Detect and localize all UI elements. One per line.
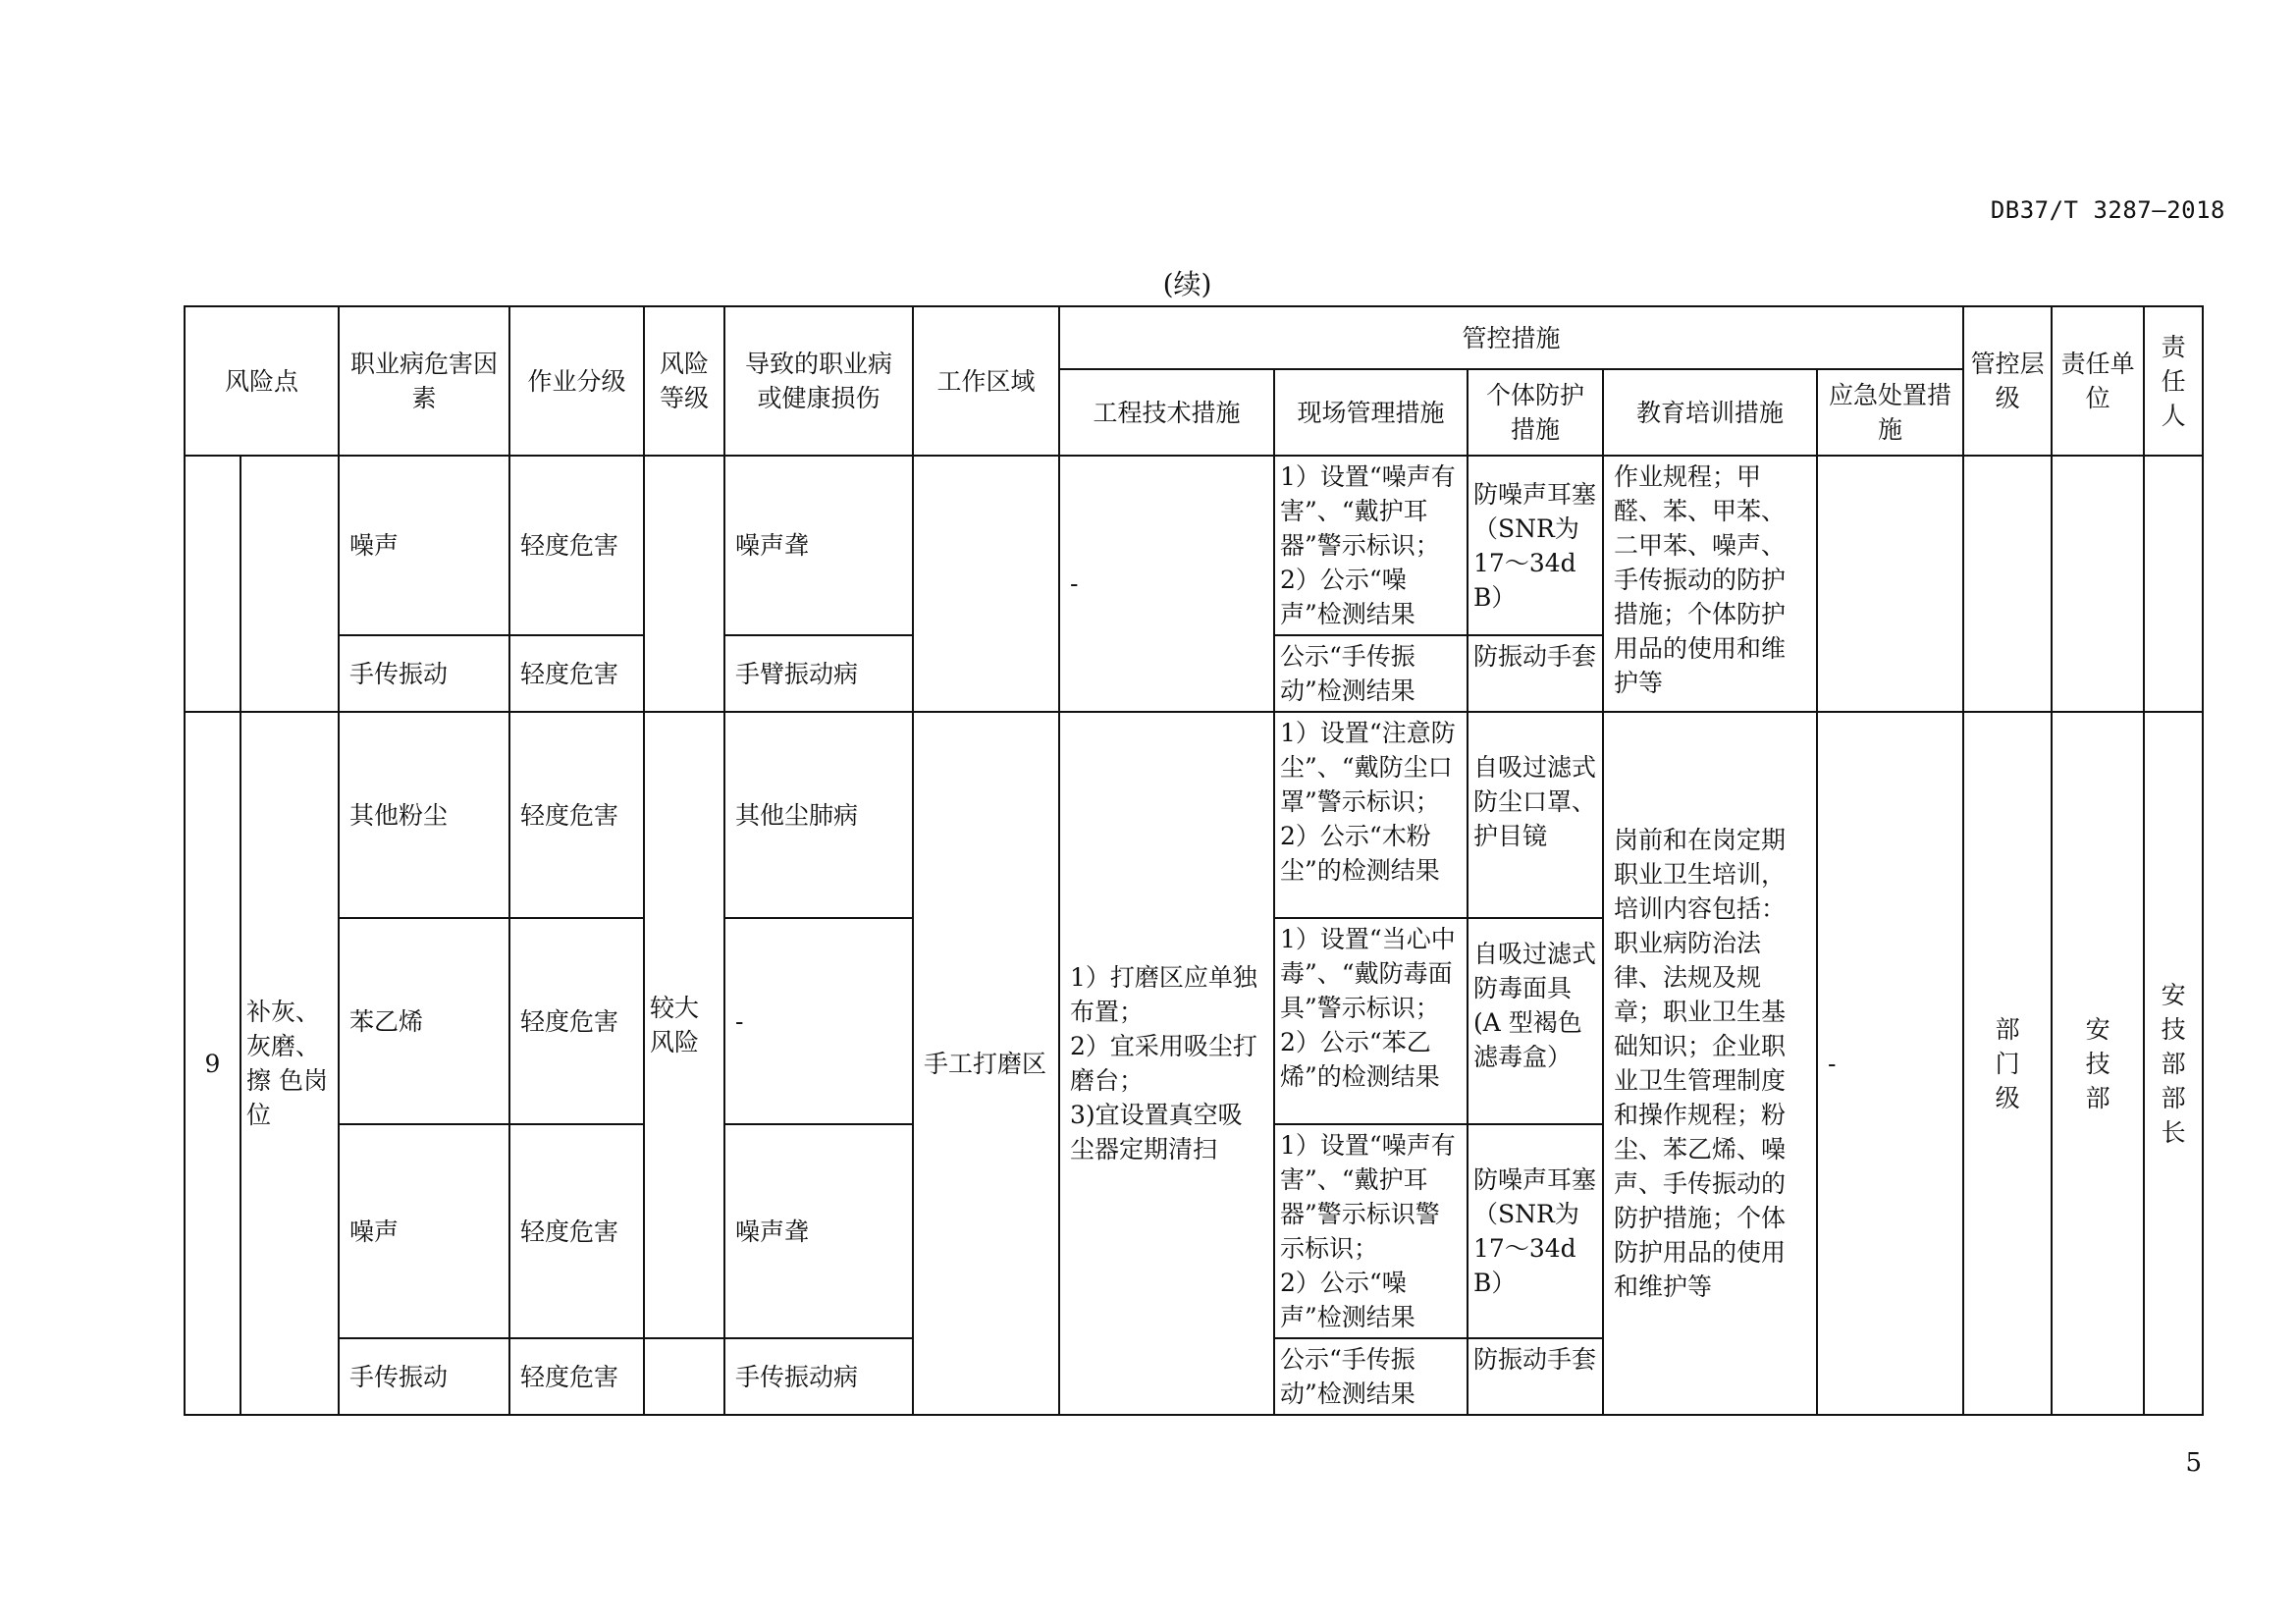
prev-risk-point-cell xyxy=(240,456,339,712)
col-unit: 责任单位 xyxy=(2052,306,2144,456)
col-eng: 工程技术措施 xyxy=(1059,369,1274,456)
site-cell: 公示“手传振动”检测结果 xyxy=(1274,1338,1468,1415)
table-row xyxy=(185,456,2203,635)
col-control: 管控措施 xyxy=(1059,306,1963,369)
disease-cell: 手臂振动病 xyxy=(724,635,913,712)
hazard-cell: 其他粉尘 xyxy=(339,712,509,918)
ppe-cell: 防振动手套 xyxy=(1468,635,1603,712)
col-emergency: 应急处置措施 xyxy=(1817,369,1963,456)
grade-cell: 轻度危害 xyxy=(509,918,644,1124)
disease-cell: 噪声聋 xyxy=(724,456,913,635)
disease-cell: 其他尘肺病 xyxy=(724,712,913,918)
col-site: 现场管理措施 xyxy=(1274,369,1468,456)
grade-cell: 轻度危害 xyxy=(509,456,644,635)
col-area: 工作区域 xyxy=(913,306,1059,456)
col-grade: 作业分级 xyxy=(509,306,644,456)
hazard-cell: 手传振动 xyxy=(339,1338,509,1415)
col-risk-level: 风险等级 xyxy=(644,306,724,456)
site-cell: 1）设置“噪声有害”、“戴护耳器”警示标识；2）公示“噪声”检测结果 xyxy=(1274,456,1468,635)
grade-cell: 轻度危害 xyxy=(509,1338,644,1415)
area-cell xyxy=(913,456,1059,712)
grade-cell: 轻度危害 xyxy=(509,1124,644,1338)
grade-cell: 轻度危害 xyxy=(509,635,644,712)
disease-cell: 手传振动病 xyxy=(724,1338,913,1415)
site-cell: 公示“手传振动”检测结果 xyxy=(1274,635,1468,712)
col-edu: 教育培训措施 xyxy=(1603,369,1817,456)
site-cell: 1）设置“当心中毒”、“戴防毒面具”警示标识；2）公示“苯乙烯”的检测结果 xyxy=(1274,918,1468,1124)
risk-level-cell xyxy=(644,456,724,712)
unit-cell xyxy=(2052,456,2144,712)
emergency-cell xyxy=(1817,456,1963,712)
level-cell xyxy=(1963,456,2052,712)
grade-cell: 轻度危害 xyxy=(509,712,644,918)
row-number-cell: 9 xyxy=(185,712,240,1415)
disease-cell: 噪声聋 xyxy=(724,1124,913,1338)
unit-cell: 安技部 xyxy=(2052,712,2144,1415)
person-cell xyxy=(2144,456,2203,712)
col-risk-point: 风险点 xyxy=(185,306,339,456)
hazard-cell: 噪声 xyxy=(339,1124,509,1338)
eng-cell: 1）打磨区应单独布置； 2）宜采用吸尘打磨台； 3)宜设置真空吸尘器定期清扫 xyxy=(1059,712,1274,1415)
ppe-cell: 防噪声耳塞（SNR为 17～34dB） xyxy=(1468,1124,1603,1338)
emergency-cell: - xyxy=(1817,712,1963,1415)
risk-point-cell: 补灰、灰磨、擦 色岗位 xyxy=(240,712,339,1415)
disease-cell: - xyxy=(724,918,913,1124)
col-disease: 导致的职业病或健康损伤 xyxy=(724,306,913,456)
area-cell: 手工打磨区 xyxy=(913,712,1059,1415)
edu-cell: 岗前和在岗定期职业卫生培训，培训内容包括：职业病防治法律、法规及规章；职业卫生基础知识；企业职业卫生管理制度和操作规程；粉尘、苯乙烯、噪声、手传振动的防护措施；个体防护用品的使用和维护等 xyxy=(1603,712,1817,1415)
hazard-cell: 噪声 xyxy=(339,456,509,635)
hazard-cell: 手传振动 xyxy=(339,635,509,712)
col-level: 管控层级 xyxy=(1963,306,2052,456)
header-row xyxy=(185,306,2203,369)
table-row xyxy=(185,712,2203,918)
ppe-cell: 自吸过滤式防毒面具(A 型褐色滤毒盒） xyxy=(1468,918,1603,1124)
standard-number: DB37/T 3287—2018 xyxy=(1990,196,2225,224)
ppe-cell: 防振动手套 xyxy=(1468,1338,1603,1415)
person-cell: 安技部部长 xyxy=(2144,712,2203,1415)
level-cell: 部门级 xyxy=(1963,712,2052,1415)
ppe-cell: 自吸过滤式防尘口罩、护目镜 xyxy=(1468,712,1603,918)
eng-cell: - xyxy=(1059,456,1274,712)
hazard-cell: 苯乙烯 xyxy=(339,918,509,1124)
col-person: 责任人 xyxy=(2144,306,2203,456)
col-ppe: 个体防护措施 xyxy=(1468,369,1603,456)
col-hazard: 职业病危害因素 xyxy=(339,306,509,456)
risk-level-cell xyxy=(644,1338,724,1415)
page-number: 5 xyxy=(2185,1448,2202,1478)
site-cell: 1）设置“注意防尘”、“戴防尘口罩”警示标识； 2）公示“木粉尘”的检测结果 xyxy=(1274,712,1468,918)
risk-level-cell: 较大风险 xyxy=(644,712,724,1338)
ppe-cell: 防噪声耳塞（SNR为 17～34dB） xyxy=(1468,456,1603,635)
table-continued-label: (续) xyxy=(1162,268,1212,300)
edu-cell: 作业规程；甲醛、苯、甲苯、二甲苯、噪声、手传振动的防护措施；个体防护用品的使用和维护等 xyxy=(1603,456,1817,712)
prev-no-cell xyxy=(185,456,240,712)
risk-control-table xyxy=(184,305,2204,1416)
site-cell: 1）设置“噪声有害”、“戴护耳器”警示标识警示标识； 2）公示“噪声”检测结果 xyxy=(1274,1124,1468,1338)
